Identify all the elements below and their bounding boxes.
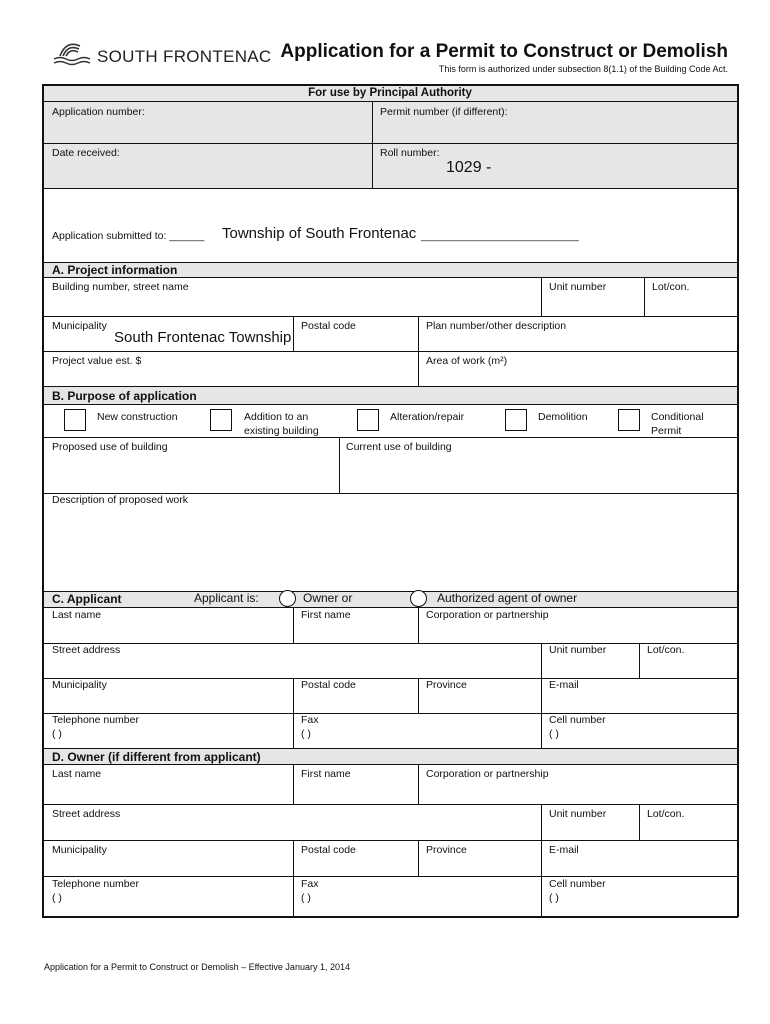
- applicant-cell-paren: ( ): [549, 728, 559, 740]
- applicant-telephone-field[interactable]: Telephone number: [52, 714, 139, 726]
- owner-first-name-field[interactable]: First name: [301, 768, 351, 780]
- owner-lot-con-field[interactable]: Lot/con.: [647, 808, 685, 820]
- owner-fax-paren: ( ): [301, 892, 311, 904]
- new-construction-checkbox[interactable]: [64, 409, 86, 431]
- alteration-label: Alteration/repair: [390, 411, 465, 423]
- lot-con-field[interactable]: Lot/con.: [652, 281, 690, 293]
- area-of-work-field[interactable]: Area of work (m²): [426, 355, 508, 367]
- demolition-label: Demolition: [538, 411, 588, 423]
- addition-label-1: Addition to an: [244, 411, 309, 423]
- owner-corporation-field[interactable]: Corporation or partnership: [426, 768, 549, 780]
- owner-municipality-field[interactable]: Municipality: [52, 844, 107, 856]
- owner-unit-field[interactable]: Unit number: [549, 808, 607, 820]
- applicant-first-name-field[interactable]: First name: [301, 609, 351, 621]
- roll-number-value: 1029 -: [446, 159, 492, 176]
- addition-checkbox[interactable]: [210, 409, 232, 431]
- date-received-field[interactable]: Date received:: [52, 147, 120, 159]
- addition-label-2: existing building: [244, 425, 319, 437]
- submitted-to-underline: ___________________________: [421, 230, 579, 242]
- section-c-heading: C. Applicant: [52, 592, 122, 606]
- plan-number-field[interactable]: Plan number/other description: [426, 320, 567, 332]
- owner-cell-paren: ( ): [549, 892, 559, 904]
- section-d-heading: D. Owner (if different from applicant): [52, 750, 261, 764]
- applicant-province-field[interactable]: Province: [426, 679, 467, 691]
- owner-postal-code-field[interactable]: Postal code: [301, 844, 356, 856]
- south-frontenac-logo: [52, 38, 277, 68]
- conditional-label-1: Conditional: [651, 411, 704, 423]
- conditional-label-2: Permit: [651, 425, 682, 437]
- owner-last-name-field[interactable]: Last name: [52, 768, 102, 780]
- alteration-checkbox[interactable]: [357, 409, 379, 431]
- building-street-field[interactable]: Building number, street name: [52, 281, 189, 293]
- permit-number-field[interactable]: Permit number (if different):: [380, 106, 508, 118]
- applicant-fax-field[interactable]: Fax: [301, 714, 319, 726]
- owner-or-label: Owner or: [303, 591, 353, 605]
- owner-email-field[interactable]: E-mail: [549, 844, 579, 856]
- agent-radio[interactable]: [410, 590, 427, 607]
- new-construction-label: New construction: [97, 411, 178, 423]
- municipality-value: South Frontenac Township: [114, 329, 292, 346]
- applicant-fax-paren: ( ): [301, 728, 311, 740]
- owner-telephone-paren: ( ): [52, 892, 62, 904]
- owner-province-field[interactable]: Province: [426, 844, 467, 856]
- authority-heading: For use by Principal Authority: [308, 87, 472, 99]
- applicant-postal-code-field[interactable]: Postal code: [301, 679, 356, 691]
- applicant-email-field[interactable]: E-mail: [549, 679, 579, 691]
- postal-code-field[interactable]: Postal code: [301, 320, 356, 332]
- owner-fax-field[interactable]: Fax: [301, 878, 319, 890]
- applicant-cell-field[interactable]: Cell number: [549, 714, 606, 726]
- submitted-to-label: Application submitted to: ______: [52, 230, 205, 242]
- owner-cell-field[interactable]: Cell number: [549, 878, 606, 890]
- unit-number-field[interactable]: Unit number: [549, 281, 607, 293]
- owner-radio[interactable]: [279, 590, 296, 607]
- application-number-field[interactable]: Application number:: [52, 106, 145, 118]
- demolition-checkbox[interactable]: [505, 409, 527, 431]
- form-subtitle: This form is authorized under subsection 8(1.1) of the Building Code Act.: [438, 64, 728, 74]
- applicant-lot-con-field[interactable]: Lot/con.: [647, 644, 685, 656]
- current-use-field[interactable]: Current use of building: [346, 441, 452, 453]
- applicant-last-name-field[interactable]: Last name: [52, 609, 102, 621]
- footer-text: Application for a Permit to Construct or Demolish – Effective January 1, 2014: [44, 962, 350, 972]
- applicant-street-field[interactable]: Street address: [52, 644, 121, 656]
- logo-mark-icon: [52, 38, 92, 68]
- applicant-municipality-field[interactable]: Municipality: [52, 679, 107, 691]
- description-field[interactable]: Description of proposed work: [52, 494, 188, 506]
- applicant-telephone-paren: ( ): [52, 728, 62, 740]
- submitted-to-value[interactable]: Township of South Frontenac: [222, 225, 417, 242]
- section-b-heading: B. Purpose of application: [52, 389, 197, 403]
- applicant-is-label: Applicant is:: [194, 591, 259, 605]
- project-value-field[interactable]: Project value est. $: [52, 355, 142, 367]
- form-title: Application for a Permit to Construct or Demolish: [280, 41, 728, 62]
- owner-street-field[interactable]: Street address: [52, 808, 121, 820]
- agent-label: Authorized agent of owner: [437, 591, 578, 605]
- logo-text: SOUTH FRONTENAC: [97, 47, 272, 66]
- conditional-permit-checkbox[interactable]: [618, 409, 640, 431]
- section-a-heading: A. Project information: [52, 263, 178, 277]
- roll-number-field[interactable]: Roll number:: [380, 147, 440, 159]
- applicant-corporation-field[interactable]: Corporation or partnership: [426, 609, 549, 621]
- owner-telephone-field[interactable]: Telephone number: [52, 878, 139, 890]
- municipality-field[interactable]: Municipality: [52, 320, 107, 332]
- applicant-unit-field[interactable]: Unit number: [549, 644, 607, 656]
- proposed-use-field[interactable]: Proposed use of building: [52, 441, 168, 453]
